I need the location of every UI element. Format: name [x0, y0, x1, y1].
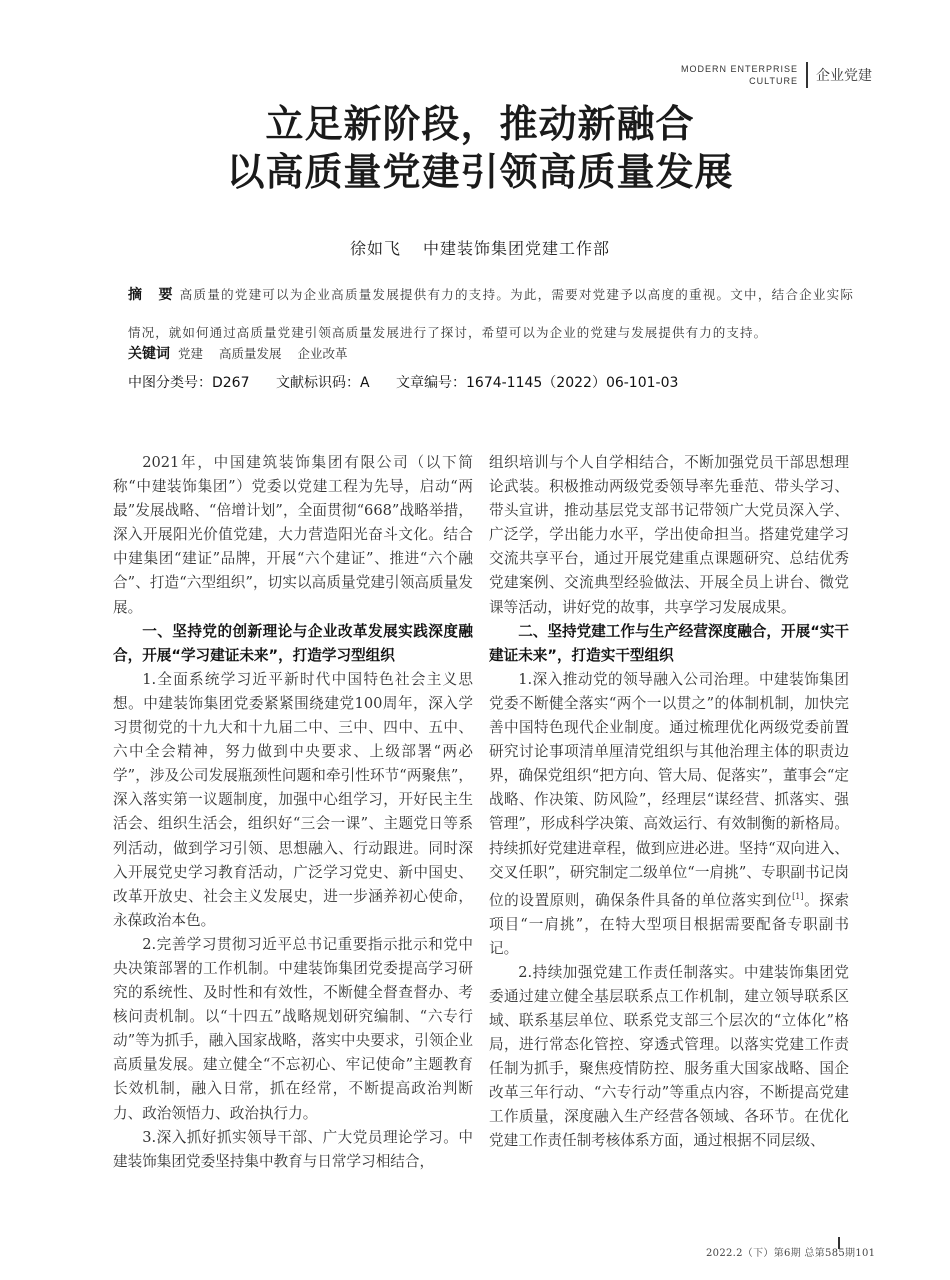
journal-name-en — [681, 63, 798, 87]
paragraph: 1.全面系统学习近平新时代中国特色社会主义思想。中建装饰集团党委紧紧围绕建党100周年，深入学习贯彻党的十九大和十九届二中、三中、四中、五中、六中全会精神，努力做到中央要求、上级部署“两必学”，涉及公司发展瓶颈性问题和牵引性环节“两聚焦”，深入落实第一议题制度，加强中心组学习，开好民主生活会、组织生活会，组织好“三会一课”、主题党日等系列活动，做到学习引领、思想融入、行动跟进。同时深入开展党史学习教育活动，广泛学习党史、新中国史、改革开放史、社会主义发展史，进一步涵养初心使命，永葆政治本色。 — [113, 670, 473, 929]
abstract-label: 摘 要 — [128, 287, 174, 303]
title-line-1: 立足新阶段，推动新融合 — [265, 101, 695, 146]
section-name: 企业党建 — [816, 68, 872, 84]
title-line-2: 以高质量党建引领高质量发展 — [226, 149, 734, 194]
section-heading-1: 一、坚持党的创新理论与企业改革发展实践深度融合，开展“学习建证未来”，打造学习型组织 — [113, 622, 473, 664]
keyword: 高质量发展 — [218, 346, 282, 361]
clc-number: 中图分类号：D267 — [128, 375, 250, 391]
header-divider — [806, 62, 808, 88]
intro-paragraph: 2021年，中国建筑装饰集团有限公司（以下简称“中建装饰集团”）党委以党建工程为先导，启动“两最”发展战略、“倍增计划”，全面贯彻“668”战略举措，深入开展阳光价值党建，大力营造阳光奋斗文化。结合中建集团“建证”品牌，开展“六个建证”、推进“六个融合”、打造“六型组织”，切实以高质量党建引领高质量发展。 — [113, 454, 473, 616]
issue-info: 2022.2（下）第6期 总第585期 — [706, 1248, 856, 1259]
abstract-text: 高质量的党建可以为企业高质量发展提供有力的支持。为此，需要对党建予以高度的重视。文中，结合企业实际情况，就如何通过高质量党建引领高质量发展进行了探讨，希望可以为企业的党建与发展提供有力的支持。 — [128, 287, 854, 340]
author-affiliation: 中建装饰集团党建工作部 — [423, 239, 611, 258]
paragraph-text: 1.深入推动党的领导融入公司治理。中建装饰集团党委不断健全落实“两个一以贯之”的体制机制，加快完善中国特色现代企业制度。通过梳理优化两级党委前置研究讨论事项清单厘清党组织与其他治理主体的职责边界，确保党组织“把方向、管大局、促落实”，董事会“定战略、作决策、防风险”，经理层“谋经营、抓落实、强管理”，形成科学决策、高效运行、有效制衡的新格局。持续抓好党建进章程，做到应进必进。坚持“双向进入、交叉任职”，研究制定二级单位“一肩挑”、专职副书记岗位的设置原则，确保条件具备的单位落实到位 — [489, 670, 849, 909]
paragraph — [489, 668, 849, 961]
paragraph-continued: 组织培训与个人自学相结合，不断加强党员干部思想理论武装。积极推动两级党委领导率先垂范、带头学习、带头宣讲，推动基层党支部书记带领广大党员深入学、广泛学，学出能力水平，学出使命担当。搭建党建学习交流共享平台，通过开展党建重点课题研究、总结优秀党建案例、交流典型经验做法、开展全员上讲台、微党课等活动，讲好党的故事，共享学习发展成果。 — [489, 454, 849, 616]
abstract — [128, 276, 854, 352]
author-name: 徐如飞 — [349, 239, 401, 258]
journal-en-line1: MODERN ENTERPRISE — [680, 64, 798, 74]
section-heading-2: 二、坚持党建工作与生产经营深度融合，开展“实干建证未来”，打造实干型组织 — [489, 622, 849, 664]
citation-ref: [1] — [792, 891, 804, 901]
document-code: 文献标识码：A — [275, 375, 370, 391]
left-column — [113, 451, 473, 1174]
paragraph-text: 。探索项目“一肩挑”，在特大型项目根据需要配备专职副书记。 — [489, 891, 849, 957]
keyword: 企业改革 — [297, 346, 348, 361]
article-title — [0, 100, 950, 196]
footer — [706, 1244, 875, 1259]
keywords — [128, 343, 360, 363]
paragraph: 2.持续加强党建工作责任制落实。中建装饰集团党委通过建立健全基层联系点工作机制，建立领导联系区域、联系基层单位、联系党支部三个层次的“立体化”格局，进行常态化管控、穿透式管理。以落实党建工作责任制为抓手，聚焦疫情防控、服务重大国家战略、国企改革三年行动、“六专行动”等重点内容，不断提高党建工作质量，深度融入生产经营各领域、各环节。在优化党建工作责任制考核体系方面，通过根据不同层级、 — [489, 963, 849, 1150]
page-number: 101 — [855, 1248, 876, 1259]
paragraph: 3.深入抓好抓实领导干部、广大党员理论学习。中建装饰集团党委坚持集中教育与日常学习相结合， — [113, 1128, 473, 1170]
paragraph: 2.完善学习贯彻习近平总书记重要指示批示和党中央决策部署的工作机制。中建装饰集团党委提高学习研究的系统性、及时性和有效性，不断健全督查督办、考核问责机制。以“十四五”战略规划研究编制、“六专行动”等为抓手，融入国家战略，落实中央要求，引领企业高质量发展。建立健全“不忘初心、牢记使命”主题教育长效机制，融入日常，抓在经常，不断提高政治判断力、政治领悟力、政治执行力。 — [113, 935, 473, 1122]
journal-en-line2: CULTURE — [749, 76, 798, 86]
article-number: 文章编号：1674-1145（2022）06-101-03 — [396, 375, 679, 391]
keyword: 党建 — [177, 346, 203, 361]
right-column — [489, 451, 849, 1154]
author-line — [0, 236, 950, 259]
keywords-label: 关键词 — [128, 346, 170, 362]
running-header — [681, 62, 872, 88]
classification-line — [128, 372, 700, 392]
